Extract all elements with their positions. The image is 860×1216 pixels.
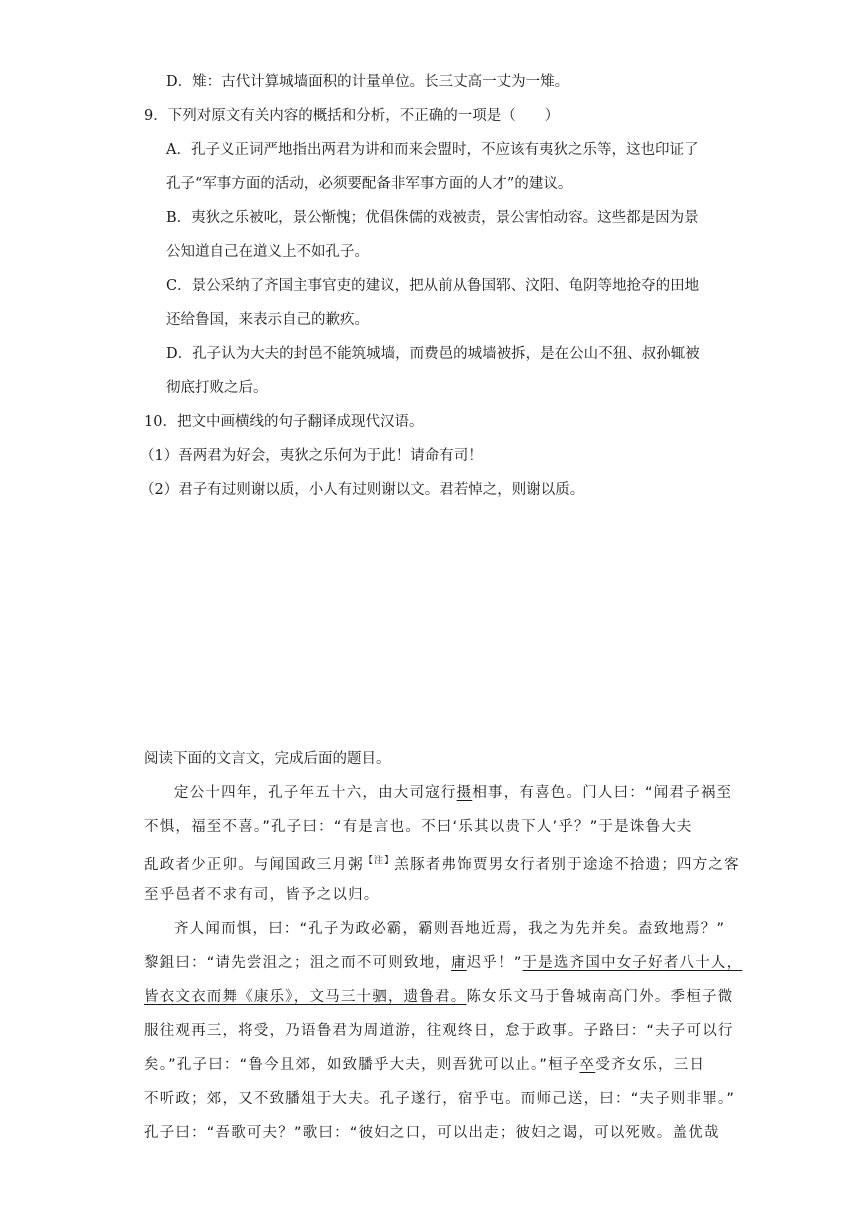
underlined-word-zu: 卒 xyxy=(579,1057,596,1073)
passage-p2-line4: 服往观再三，将受，乃语鲁君为周道游，往观终日，怠于政事。子路曰：“夫子可以行 xyxy=(144,1023,734,1039)
passage-p2-line2: 黎鉏曰：“请先尝沮之；沮之而不可则致地，庸迟乎！”于是选齐国中女子好者八十人， xyxy=(144,955,743,971)
passage-p2-line1: 齐人闻而惧，曰：“孔子为政必霸，霸则吾地近焉，我之为先并矣。盍致地焉？” xyxy=(174,921,726,937)
q10-item-2: （2）君子有过则谢以质，小人有过则谢以文。君若悼之，则谢以质。 xyxy=(140,482,585,498)
passage-p1-line2: 不惧，福至不喜。”孔子曰：“有是言也。不曰‘乐其以贵下人’乎？”于是诛鲁大夫 xyxy=(144,819,693,835)
passage-p1-line4: 至乎邑者不求有司，皆予之以归。 xyxy=(144,887,380,903)
passage-p1-line1: 定公十四年，孔子年五十六，由大司寇行摄相事，有喜色。门人曰：“闻君子祸至 xyxy=(174,785,733,801)
q9-option-a-line2: 孔子“军事方面的活动，必须要配备非军事方面的人才”的建议。 xyxy=(166,176,573,192)
passage-p2-line7: 孔子曰：“吾歌可夫？”歌曰：“彼妇之口，可以出走；彼妇之谒，可以死败。盖优哉 xyxy=(144,1125,720,1141)
q8-option-d: D．雉：古代计算城墙面积的计量单位。长三丈高一丈为一雉。 xyxy=(166,74,570,90)
underlined-word-yong: 庸 xyxy=(451,955,467,971)
reading-intro: 阅读下面的文言文，完成后面的题目。 xyxy=(144,751,391,767)
q9-option-c-line1: C．景公采纳了齐国主事官吏的建议，把从前从鲁国郓、汶阳、龟阴等地抢夺的田地 xyxy=(166,278,700,294)
q9-option-c-line2: 还给鲁国，来表示自己的歉疚。 xyxy=(166,312,369,328)
passage-p2-line3: 皆衣文衣而舞《康乐》，文马三十驷，遗鲁君。陈女乐文马于鲁城南高门外。季桓子微 xyxy=(144,989,734,1005)
underlined-sentence-part1: 于是选齐国中女子好者八十人， xyxy=(522,955,743,971)
underlined-word-she: 摄 xyxy=(456,785,473,801)
q10-item-1: （1）吾两君为好会，夷狄之乐何为于此！请命有司！ xyxy=(140,448,483,464)
passage-p2-line6: 不听政；郊，又不致膰俎于大夫。孔子遂行，宿乎屯。而师己送，曰：“夫子则非罪。” xyxy=(144,1091,736,1107)
passage-p2-line5: 矣。”孔子曰：“鲁今且郊，如致膰乎大夫，则吾犹可以止。”桓子卒受齐女乐，三日 xyxy=(144,1057,706,1073)
q9-option-d-line2: 彻底打败之后。 xyxy=(166,380,268,396)
annotation-marker: 【注】 xyxy=(363,856,395,866)
underlined-sentence-part2: 皆衣文衣而舞《康乐》，文马三十驷，遗鲁君。 xyxy=(144,989,467,1005)
q10-stem: 10．把文中画横线的句子翻译成现代汉语。 xyxy=(144,414,424,430)
q9-option-a-line1: A．孔子义正词严地指出两君为讲和而来会盟时，不应该有夷狄之乐等，这也印证了 xyxy=(166,142,699,158)
q9-option-b-line2: 公知道自己在道义上不如孔子。 xyxy=(166,244,369,260)
q9-option-d-line1: D．孔子认为大夫的封邑不能筑城墙，而费邑的城墙被拆，是在公山不狃、叔孙辄被 xyxy=(166,346,700,362)
q9-stem: 9．下列对原文有关内容的概括和分析，不正确的一项是（ ） xyxy=(144,108,560,124)
q9-option-b-line1: B．夷狄之乐被叱，景公惭愧；优倡侏儒的戏被责，景公害怕动容。这些都是因为景 xyxy=(166,210,699,226)
passage-p1-line3: 乱政者少正卯。与闻国政三月粥$^{【注】}$羔豚者弗饰贾男女行者别于途途不拾遗；四方之客 xyxy=(144,856,740,873)
